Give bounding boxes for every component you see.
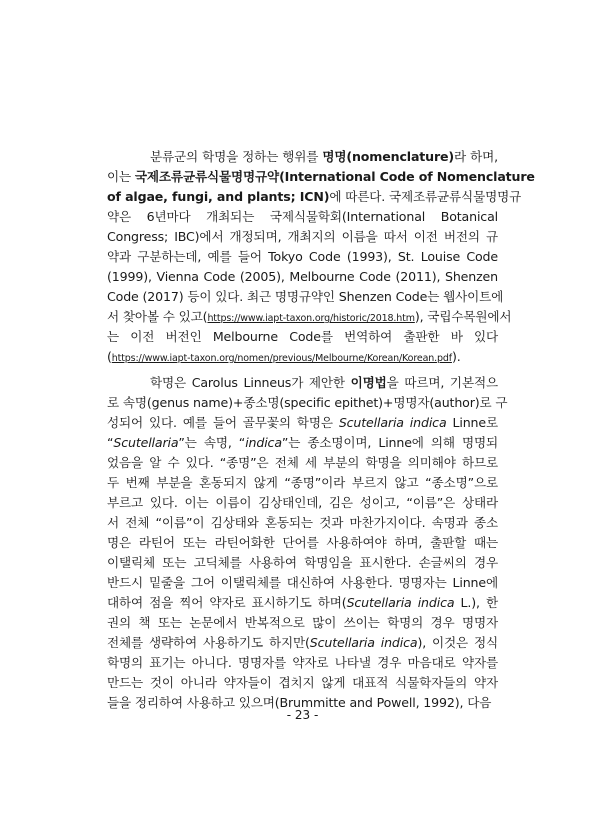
text-line — [107, 307, 512, 329]
text-line — [107, 493, 498, 513]
text-line — [107, 227, 498, 247]
text-span: L.), 한 — [454, 595, 498, 610]
text-line — [150, 373, 498, 393]
text-line — [107, 393, 508, 413]
text-span: 서 전체 “이름”이 김상태와 혼동되는 것과 마찬가지이다. 속명과 종소 — [107, 515, 498, 530]
text-line — [107, 327, 498, 347]
text-span: 약은 6년마다 개최되는 국제식물학회(International Botanical — [107, 209, 498, 224]
bold-term: 이명법 — [350, 375, 387, 390]
text-line — [107, 633, 498, 653]
text-line — [107, 593, 498, 613]
italic-scientific-name: Scutellaria indica — [346, 595, 455, 610]
text-line — [107, 413, 498, 433]
text-span: 라 하며, — [454, 149, 498, 164]
text-span: 이탤릭체 또는 고딕체를 사용하여 학명임을 표시한다. 손글씨의 경우 — [107, 555, 498, 570]
text-span: 었음을 알 수 있다. “종명”은 전체 세 부분의 학명을 의미해야 하므로 — [107, 455, 498, 470]
text-line — [107, 453, 498, 473]
text-span: 두 번째 부분을 혼동되지 않게 “종명”이라 부르지 않고 “종소명”으로 — [107, 475, 498, 490]
text-span: ( — [107, 349, 112, 364]
text-span: Congress; IBC)에서 개정되며, 개최지의 이름을 따서 이전 버전의 규 — [107, 229, 498, 244]
text-line — [107, 473, 498, 493]
text-line — [107, 267, 498, 287]
text-span: 들을 정리하여 사용하고 있으며(Brummitte and Powell, 1992), 다음 — [107, 695, 492, 710]
bold-term: 명명(nomenclature) — [322, 149, 455, 164]
text-span: 성되어 있다. 예를 들어 골무꽃의 학명은 — [107, 415, 339, 430]
text-span: Code (2017) 등이 있다. 최근 명명규약인 Shenzen Code는 웹사이트에 — [107, 289, 504, 304]
text-span: 이는 — [107, 169, 135, 184]
text-line — [107, 673, 498, 693]
italic-scientific-name: Scutellaria indica — [309, 635, 418, 650]
text-span: 는 이전 버전인 Melbourne Code를 번역하여 출판한 바 있다 — [107, 329, 498, 344]
text-span: “ — [107, 435, 114, 450]
text-line — [107, 247, 498, 267]
page-number: - 23 - — [286, 708, 319, 722]
text-line — [107, 207, 498, 227]
text-line — [107, 347, 498, 369]
text-span: 약과 구분하는데, 예를 들어 Tokyo Code (1993), St. Louise Code — [107, 249, 498, 264]
italic-scientific-name: Scutellaria — [113, 435, 179, 450]
italic-scientific-name: Scutellaria indica — [338, 415, 447, 430]
text-span: 서 찾아볼 수 있고( — [107, 309, 208, 324]
text-span: 을 따르며, 기본적으 — [386, 375, 498, 390]
bold-term: 국제조류균류식물명명규약(International Code of Nomenclature — [134, 169, 535, 184]
text-line — [150, 147, 498, 167]
text-line — [107, 187, 522, 207]
text-span: 대하여 점을 찍어 약자로 표시하기도 하며( — [107, 595, 347, 610]
text-line — [107, 613, 498, 633]
text-span: 에 따른다. 국제조류균류식물명명규 — [329, 189, 522, 204]
text-line — [107, 653, 498, 673]
text-line — [107, 573, 498, 593]
text-span: ). — [451, 349, 461, 364]
text-line — [107, 553, 498, 573]
text-span: 만드는 것이 아니라 약자들이 겹치지 않게 대표적 식물학자들의 약자 — [107, 675, 498, 690]
text-span: 반드시 밑줄을 그어 이탤릭체를 대신하여 사용한다. 명명자는 Linne에 — [107, 575, 498, 590]
url-link[interactable]: https://www.iapt-taxon.org/nomen/previous/Melbourne/Korean/Korean.pdf — [111, 353, 452, 364]
text-line — [107, 167, 535, 187]
text-span: 명은 라틴어 또는 라틴어화한 단어를 사용하여야 하며, 출판할 때는 — [107, 535, 498, 550]
text-span: 분류군의 학명을 정하는 행위를 — [150, 149, 323, 164]
text-line — [107, 287, 504, 307]
text-span: ”는 종소명이며, Linne에 의해 명명되 — [281, 435, 499, 450]
text-line — [107, 533, 498, 553]
text-span: ”는 속명, “ — [178, 435, 246, 450]
bold-term: of algae, fungi, and plants; ICN) — [107, 189, 330, 204]
text-span: 전체를 생략하여 사용하기도 하지만( — [107, 635, 310, 650]
text-span: 로 속명(genus name)+종소명(specific epithet)+명명자(author)로 구 — [107, 395, 508, 410]
text-span: ), 국립수목원에서 — [414, 309, 512, 324]
text-span: (1999), Vienna Code (2005), Melbourne Code (2011), Shenzen — [107, 269, 498, 284]
text-span: 학명의 표기는 아니다. 명명자를 약자로 나타낼 경우 마음대로 약자를 — [107, 655, 498, 670]
url-link[interactable]: https://www.iapt-taxon.org/historic/2018.htm — [207, 313, 415, 324]
text-line — [107, 433, 498, 453]
text-span: 학명은 Carolus Linneus가 제안한 — [150, 375, 351, 390]
text-span: 권의 책 또는 논문에서 반복적으로 많이 쓰이는 학명의 경우 명명자 — [107, 615, 498, 630]
text-span: ), 이것은 정식 — [417, 635, 498, 650]
text-span: Linne로 — [446, 415, 498, 430]
text-line — [107, 513, 498, 533]
italic-scientific-name: indica — [245, 435, 282, 450]
text-span: 부르고 있다. 이는 이름이 김상태인데, 김은 성이고, “이름”은 상태라 — [107, 495, 498, 510]
